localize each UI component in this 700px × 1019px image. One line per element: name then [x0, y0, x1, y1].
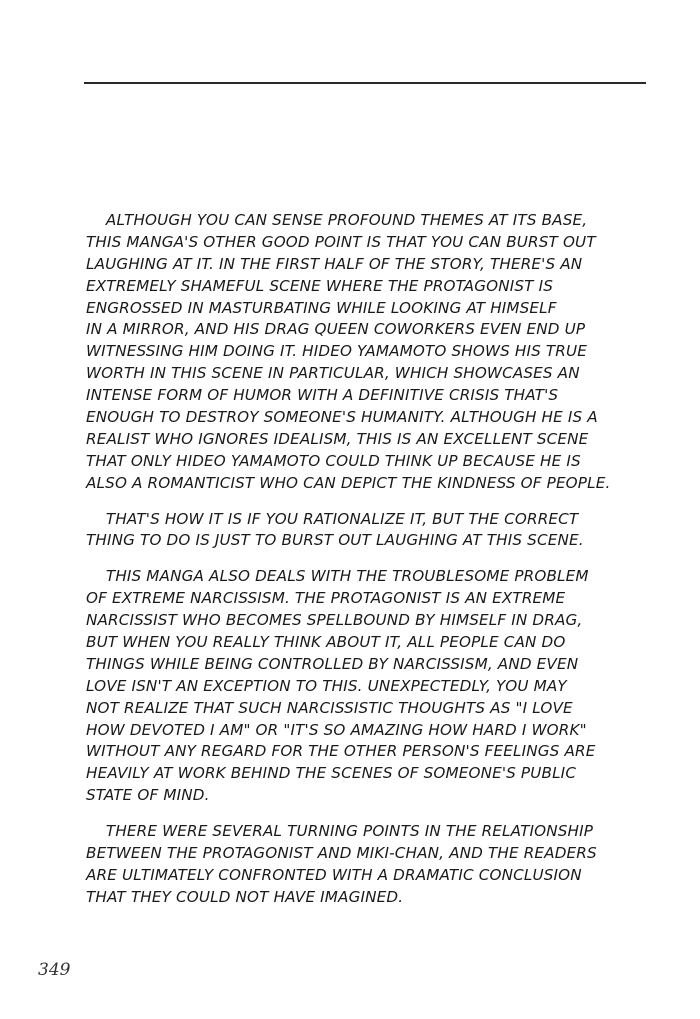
- paragraph-line: IN A MIRROR, AND HIS DRAG QUEEN COWORKERS EVEN END UP: [86, 320, 586, 339]
- paragraph-line: THAT'S HOW IT IS IF YOU RATIONALIZE IT, BUT THE CORRECT: [86, 509, 579, 528]
- paragraph-line: NARCISSIST WHO BECOMES SPELLBOUND BY HIMSELF IN DRAG,: [86, 611, 583, 630]
- paragraph-line: THERE WERE SEVERAL TURNING POINTS IN THE RELATIONSHIP: [86, 822, 594, 841]
- paragraph-line: OF EXTREME NARCISSISM. THE PROTAGONIST IS AN EXTREME: [86, 589, 566, 608]
- paragraph-line: BUT WHEN YOU REALLY THINK ABOUT IT, ALL PEOPLE CAN DO: [86, 633, 566, 652]
- paragraph-line: ARE ULTIMATELY CONFRONTED WITH A DRAMATIC CONCLUSION: [86, 865, 582, 884]
- paragraph-line: THAT ONLY HIDEO YAMAMOTO COULD THINK UP BECAUSE HE IS: [86, 451, 581, 470]
- paragraph-line: THINGS WHILE BEING CONTROLLED BY NARCISSISM, AND EVEN: [86, 654, 579, 673]
- paragraph-line: LAUGHING AT IT. IN THE FIRST HALF OF THE STORY, THERE'S AN: [86, 254, 583, 273]
- paragraph-line: ENOUGH TO DESTROY SOMEONE'S HUMANITY. ALTHOUGH HE IS A: [86, 408, 598, 427]
- paragraph-line: WORTH IN THIS SCENE IN PARTICULAR, WHICH SHOWCASES AN: [86, 364, 580, 383]
- paragraph-line: THIS MANGA'S OTHER GOOD POINT IS THAT YOU CAN BURST OUT: [86, 232, 596, 251]
- paragraph-line: EXTREMELY SHAMEFUL SCENE WHERE THE PROTAGONIST IS: [86, 276, 553, 295]
- paragraph-line: THAT THEY COULD NOT HAVE IMAGINED.: [86, 887, 404, 906]
- paragraph-gap: [86, 552, 646, 566]
- paragraph-line: ALTHOUGH YOU CAN SENSE PROFOUND THEMES AT ITS BASE,: [86, 211, 588, 229]
- paragraph-line: WITHOUT ANY REGARD FOR THE OTHER PERSON'S FEELINGS ARE: [86, 742, 596, 761]
- paragraph-line: LOVE ISN'T AN EXCEPTION TO THIS. UNEXPECTEDLY, YOU MAY: [86, 676, 567, 695]
- paragraph-line: NOT REALIZE THAT SUCH NARCISSISTIC THOUGHTS AS "I LOVE: [86, 698, 573, 717]
- paragraph-line: THING TO DO IS JUST TO BURST OUT LAUGHING AT THIS SCENE.: [86, 531, 584, 550]
- paragraph-line: THIS MANGA ALSO DEALS WITH THE TROUBLESOME PROBLEM: [86, 567, 589, 586]
- paragraph-line: HOW DEVOTED I AM" OR "IT'S SO AMAZING HOW HARD I WORK": [86, 720, 587, 739]
- page-number: 349: [38, 960, 71, 980]
- paragraph-line: ALSO A ROMANTICIST WHO CAN DEPICT THE KINDNESS OF PEOPLE.: [86, 473, 611, 492]
- paragraph-gap: [86, 495, 646, 509]
- paragraph-line: INTENSE FORM OF HUMOR WITH A DEFINITIVE CRISIS THAT'S: [86, 386, 559, 405]
- paragraph-line: STATE OF MIND.: [86, 786, 210, 805]
- paragraph-line: HEAVILY AT WORK BEHIND THE SCENES OF SOMEONE'S PUBLIC: [86, 764, 577, 783]
- paragraph-gap: [86, 807, 646, 821]
- header-rule: [84, 82, 646, 84]
- paragraph-line: WITNESSING HIM DOING IT. HIDEO YAMAMOTO SHOWS HIS TRUE: [86, 342, 588, 361]
- body-text: [86, 210, 646, 909]
- paragraph-line: BETWEEN THE PROTAGONIST AND MIKI-CHAN, AND THE READERS: [86, 844, 597, 863]
- paragraph-line: ENGROSSED IN MASTURBATING WHILE LOOKING AT HIMSELF: [86, 298, 557, 317]
- paragraph-line: REALIST WHO IGNORES IDEALISM, THIS IS AN EXCELLENT SCENE: [86, 429, 589, 448]
